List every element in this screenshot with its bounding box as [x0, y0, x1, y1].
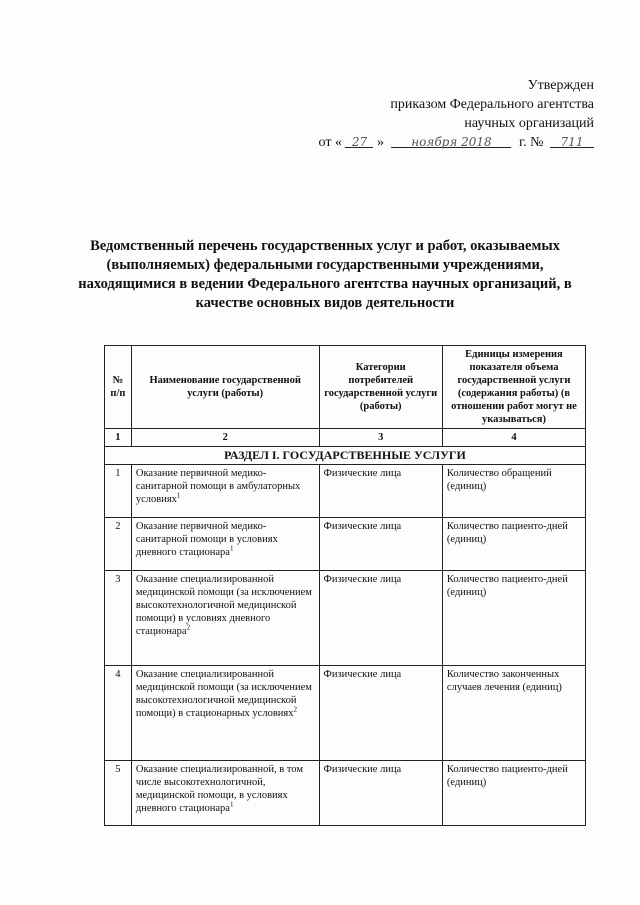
row-number: 1 [105, 465, 132, 518]
service-name: Оказание специализированной медицинской помощи (за исключением высокотехнологичной медицинской помощи) в условиях дневного стационара$^2$ [131, 571, 319, 666]
header-row [105, 346, 586, 429]
service-name: Оказание первичной медико-санитарной помощи в условиях дневного стационара$^1$ [131, 518, 319, 571]
consumer-category: Физические лица [319, 465, 442, 518]
table-row [105, 465, 586, 518]
section-row [105, 447, 586, 465]
header-name: Наименование государственной услуги (работы) [131, 346, 319, 429]
day-handwritten: 27 [351, 135, 368, 149]
footnote-mark: 1 [229, 544, 234, 553]
table-row [105, 571, 586, 666]
table-row [105, 518, 586, 571]
footnote-mark: 2 [293, 705, 297, 714]
footnote-mark: 2 [186, 623, 191, 632]
approval-date-line [319, 133, 594, 152]
section-title: РАЗДЕЛ I. ГОСУДАРСТВЕННЫЕ УСЛУГИ [105, 447, 586, 465]
consumer-category: Физические лица [319, 761, 442, 826]
approval-agency: научных организаций [464, 116, 594, 131]
row-number: 5 [105, 761, 132, 826]
service-name: Оказание специализированной, в том числе высокотехнологичной, медицинской помощи, в условиях дневного стационара$^1$ [131, 761, 319, 826]
table-row [105, 761, 586, 826]
unit-of-measure: Количество пациенто-дней (единиц) [442, 518, 585, 571]
service-name: Оказание специализированной медицинской помощи (за исключением высокотехнологичной медицинской помощи) в стационарных условиях$^2$ [131, 666, 319, 761]
column-number: 1 [105, 429, 132, 447]
services-table [104, 345, 586, 826]
approval-title: Утвержден [527, 78, 594, 93]
row-number: 3 [105, 571, 132, 666]
table-row [105, 666, 586, 761]
year-suffix: г. № [518, 135, 544, 150]
date-mid: » [376, 135, 384, 150]
day-field [345, 133, 373, 148]
unit-of-measure: Количество пациенто-дней (единиц) [442, 571, 585, 666]
consumer-category: Физические лица [319, 666, 442, 761]
number-field [550, 133, 594, 148]
number-handwritten: 711 [560, 135, 584, 149]
unit-of-measure: Количество законченных случаев лечения (единиц) [442, 666, 585, 761]
month-year-handwritten: ноября 2018 [411, 135, 492, 149]
consumer-category: Физические лица [319, 571, 442, 666]
approval-order: приказом Федерального агентства [390, 97, 594, 112]
approval-block [319, 76, 594, 152]
service-name: Оказание первичной медико-санитарной помощи в амбулаторных условиях$^1$ [131, 465, 319, 518]
unit-of-measure: Количество обращений (единиц) [442, 465, 585, 518]
header-num: № п/п [105, 346, 132, 429]
month-year-field [391, 133, 511, 148]
column-number: 4 [442, 429, 585, 447]
column-number: 3 [319, 429, 442, 447]
row-number: 2 [105, 518, 132, 571]
date-prefix: от « [318, 135, 342, 150]
footnote-mark: 1 [176, 491, 181, 500]
unit-of-measure: Количество пациенто-дней (единиц) [442, 761, 585, 826]
header-category: Категории потребителей государственной услуги (работы) [319, 346, 442, 429]
document-title: Ведомственный перечень государственных услуг и работ, оказываемых (выполняемых) федеральными государственными учреждениями, находящимися в ведении Федерального агентства научных организаций, в качестве основных видов деятельности [78, 238, 572, 311]
consumer-category: Физические лица [319, 518, 442, 571]
header-unit: Единицы измерения показателя объема государственной услуги (содержания работы) (в отношении работ могут не указываться) [442, 346, 585, 429]
column-number-row [105, 429, 586, 447]
footnote-mark: 1 [229, 800, 234, 809]
row-number: 4 [105, 666, 132, 761]
column-number: 2 [131, 429, 319, 447]
